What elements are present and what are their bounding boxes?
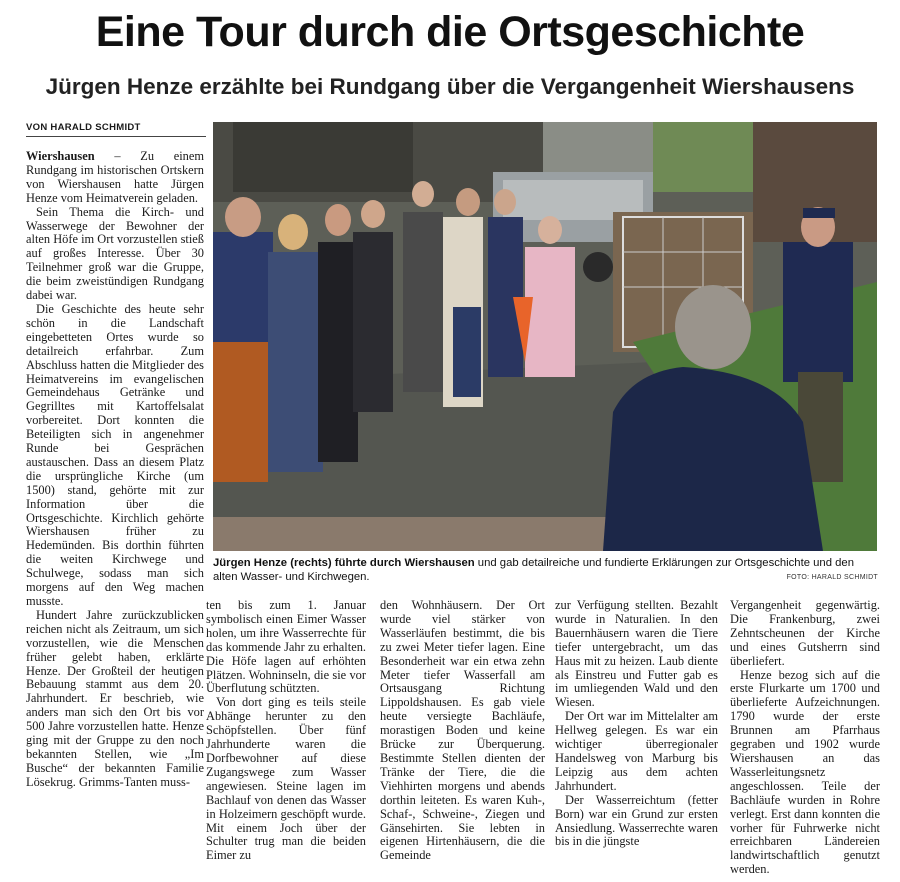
- dateline: Wiershausen: [26, 149, 95, 163]
- paragraph: Die Geschichte des heute sehr schön in die Landschaft eingebetteten Ortes wurde so detailreich erfahrbar. Zum Abschluss hatten die Mitglieder des Heimatvereins im evangelischen Gemeindehaus Getränke und Gegrilltes mit Kartoffelsalat vorbereitet. Dort konnten die Beteiligten sich in angenehmer Runde bei Gesprächen austauschen. Dass an diesem Platz die ursprüngliche Kirche (um 1500) stand, gehörte mit zur Information über die Ortsgeschichte. Kirchlich gehörte Wiershausen früher zu Hedemünden. Bis dorthin führten die weiten Kirchwege und Schulwege, sodass man sich morgens auf den Weg machen musste.: [26, 301, 204, 608]
- subheadline: Jürgen Henze erzählte bei Rundgang über die Vergangenheit Wiershausens: [45, 74, 855, 99]
- article-column-4: [555, 599, 718, 849]
- group-photo: [213, 122, 877, 551]
- article-column-3: [380, 599, 545, 863]
- paragraph: Sein Thema die Kirch- und Wasserwege der Bewohner der alten Höfe im Ort vorzustellen stieß auf großes Interesse. Über 30 Teilnehmer groß war die Gruppe, die beim zweistündigen Rundgang dabei war.: [26, 204, 204, 303]
- byline: VON HARALD SCHMIDT: [26, 122, 206, 137]
- paragraph: Von dort ging es teils steile Abhänge herunter zu den Schöpfstellen. Über fünf Jahrhunderte waren die Dorfbewohner auf diese Zugangswege zum Wasser angewiesen. Steine lagen im Bachlauf von denen das Wasser in Holzeimern geschöpft wurde. Mit einem Joch über der Schulter trug man die beiden Eimer zu: [206, 695, 366, 863]
- paragraph: Hundert Jahre zurückzublicken reichen nicht als Zeitraum, um sich vorzustellen, wie die Menschen früher gelebt haben, erklärte Henze. Der Großteil der heutigen Bebauung stammt aus dem 20. Jahrhundert. Er beschrieb, wie anders man sich den Ort bis vor 500 Jahre vorzustellen hatte. Henze ging mit der Gruppe zu den noch bekannten Stellen, wie „Im Busche“ der bekannten Familie Lösekrug. Grimms-Tanten muss-: [26, 607, 204, 789]
- paragraph: den Wohnhäusern. Der Ort wurde viel stärker von Wasserläufen bestimmt, die bis zu zwei Meter tiefer lagen. Eine Besonderheit war ein etwa zehn Meter tiefer Wasserfall am Ortsausgang Richtung Lippoldshausen. Es gab viele heute versiegte Bachläufe, morastigen Boden und keine Brücke zur Überquerung. Bestimmte Stellen dienten der Tränke der Tiere, die die Viehhirten morgens und abends dorthin leiteten. Es waren Kuh-, Schaf-, Schweine-, Ziegen und Gänsehirten. Sie lebten in eigenen Hirtenhäusern, die die Gemeinde: [380, 598, 545, 863]
- caption-text: und gab detailreiche und fundierte Erklärungen zur Ortsgeschichte und den alten Wasser- und Kirchwegen.: [213, 557, 854, 583]
- paragraph: Der Wasserreichtum (fetter Born) war ein Grund zur ersten Ansiedlung. Wasserrechte waren bis in die jüngste: [555, 792, 718, 849]
- article-column-5: [730, 599, 880, 877]
- paragraph: Der Ort war im Mittelalter am Hellweg gelegen. Es war ein wichtiger überregionaler Handelsweg von Marburg bis Leipzig aus dem achten Jahrhundert.: [555, 709, 718, 793]
- photo-illustration: [213, 122, 877, 551]
- photo-credit: FOTO: HARALD SCHMIDT: [786, 574, 878, 581]
- photo-caption: [213, 556, 879, 584]
- paragraph: Henze bezog sich auf die erste Flurkarte um 1700 und überlieferte Aufzeichnungen. 1790 wurde der erste Brunnen am Pfarrhaus gegraben und 1902 wurde Wiershausen an das Wasserleitungsnetz angeschlossen. Teile der Bachläufe wurden in Rohre verlegt. Erst dann konnten die vorher für Fuhrwerke nicht erreichbaren Ländereien landwirtschaftlich genutzt werden.: [730, 667, 880, 877]
- caption-lead: Jürgen Henze (rechts) führte durch Wiershausen: [213, 557, 475, 569]
- paragraph: zur Verfügung stellten. Bezahlt wurde in Naturalien. In den Bauernhäusern waren die Tiere tiefer untergebracht, um das Haus mit zu heizen. Laub diente als Einstreu und Futter gab es im umliegenden Wald und den Wiesen.: [555, 598, 718, 710]
- article-column-2: [206, 599, 366, 863]
- article-column-1: [26, 150, 204, 790]
- paragraph: Vergangenheit gegenwärtig. Die Frankenburg, zwei Zehntscheunen der Kirche und eines Gutsherrn sind überliefert.: [730, 598, 880, 668]
- paragraph: [26, 150, 204, 206]
- paragraph: ten bis zum 1. Januar symbolisch einen Eimer Wasser holen, um ihre Wasserrechte für das kommende Jahr zu erhalten. Die Höfe lagen auf erhöhten Plätzen. Wohninseln, die sie vor Überflutung schützten.: [206, 598, 366, 696]
- headline: Eine Tour durch die Ortsgeschichte: [95, 8, 805, 56]
- paragraph-text: – Zu einem Rundgang im historischen Ortskern von Wiershausen hatte Jürgen Henze vom Heimatverein geladen.: [26, 149, 204, 205]
